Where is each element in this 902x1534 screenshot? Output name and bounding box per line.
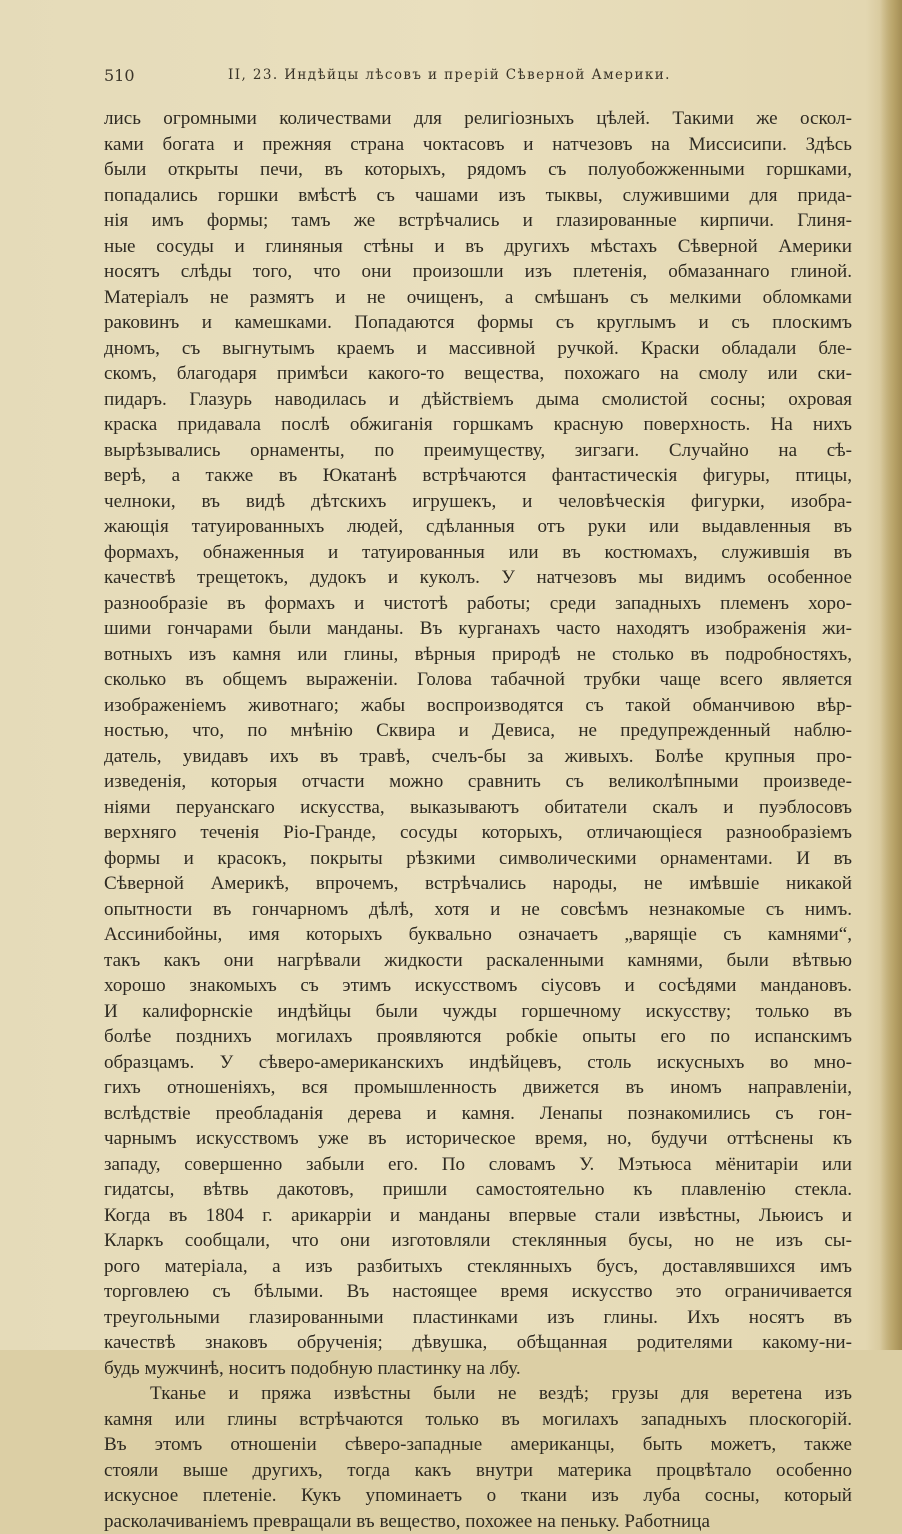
text-line: ные сосуды и глиняныя стѣны и въ другихъ мѣстахъ Сѣверной Америки <box>104 234 852 260</box>
text-line: челноки, въ видѣ дѣтскихъ игрушекъ, и человѣческія фигурки, изобра- <box>104 489 852 515</box>
text-line: болѣе позднихъ могилахъ проявляются робкіе опыты его по испанскимъ <box>104 1024 852 1050</box>
text-line: вслѣдствіе преобладанія дерева и камня. Ленапы познакомились съ гон- <box>104 1101 852 1127</box>
text-line: хорошо знакомыхъ съ этимъ искусствомъ сіусовъ и сосѣдями мандановъ. <box>104 973 852 999</box>
text-line: гидатсы, вѣтвь дакотовъ, пришли самостоятельно къ плавленію стекла. <box>104 1177 852 1203</box>
text-line: Матеріалъ не размятъ и не очищенъ, а смѣшанъ съ мелкими обломками <box>104 285 852 311</box>
text-line: жающія татуированныхъ людей, сдѣланныя отъ руки или выдавленныя въ <box>104 514 852 540</box>
text-line: формахъ, обнаженныя и татуированныя или въ костюмахъ, служившія въ <box>104 540 852 566</box>
text-line: опытности въ гончарномъ дѣлѣ, хотя и не совсѣмъ незнакомые съ нимъ. <box>104 897 852 923</box>
page-header <box>104 66 864 90</box>
text-line: изведенія, которыя отчасти можно сравнить съ великолѣпными произведе- <box>104 769 852 795</box>
text-line: вотныхъ изъ камня или глины, вѣрныя природѣ не столько въ подробностяхъ, <box>104 642 852 668</box>
text-line: формы и красокъ, покрыты рѣзкими символическими орнаментами. И въ <box>104 846 852 872</box>
text-line: носятъ слѣды того, что они произошли изъ плетенія, обмазаннаго глиной. <box>104 259 852 285</box>
text-line: верхняго теченія Ріо-Гранде, сосуды которыхъ, отличающіеся разнообразіемъ <box>104 820 852 846</box>
text-line: будь мужчинѣ, носитъ подобную пластинку на лбу. <box>104 1356 852 1382</box>
text-line: Въ этомъ отношеніи сѣверо-западные американцы, быть можетъ, также <box>104 1432 852 1458</box>
text-line: Кларкъ сообщали, что они изготовляли стеклянныя бусы, но не изъ сы- <box>104 1228 852 1254</box>
text-line: искусное плетеніе. Кукъ упоминаетъ о ткани изъ луба сосны, который <box>104 1483 852 1509</box>
text-line: Сѣверной Америкѣ, впрочемъ, встрѣчались народы, не имѣвшіе никакой <box>104 871 852 897</box>
text-line: И калифорнскіе индѣйцы были чужды горшечному искусству; только въ <box>104 999 852 1025</box>
text-line: вырѣзывались орнаменты, по преимуществу, зигзаги. Случайно на сѣ- <box>104 438 852 464</box>
text-line: ностью, что, по мнѣнію Сквира и Девиса, не предупрежденный наблю- <box>104 718 852 744</box>
page-number: 510 <box>104 66 135 85</box>
text-line: чарнымъ искусствомъ уже въ историческое время, но, будучи оттѣснены къ <box>104 1126 852 1152</box>
text-line: западу, совершенно забыли его. По словамъ У. Мэтьюса мёнитаріи или <box>104 1152 852 1178</box>
text-line: были открыты печи, въ которыхъ, рядомъ съ полуобожженными горшками, <box>104 157 852 183</box>
text-line: попадались горшки вмѣстѣ съ чашами изъ тыквы, служившими для прида- <box>104 183 852 209</box>
text-line: скомъ, благодаря примѣси какого-то вещества, похожаго на смолу или ски- <box>104 361 852 387</box>
text-line: торговлею съ бѣлыми. Въ настоящее время искусство это ограничивается <box>104 1279 852 1305</box>
text-line: ками богата и прежняя страна чоктасовъ и натчезовъ на Миссисипи. Здѣсь <box>104 132 852 158</box>
text-line: ніями перуанскаго искусства, выказываютъ обитатели скалъ и пуэблосовъ <box>104 795 852 821</box>
text-line: Ассинибойны, имя которыхъ буквально означаетъ „варящіе съ камнями“, <box>104 922 852 948</box>
text-line: верѣ, а также въ Юкатанѣ встрѣчаются фантастическія фигуры, птицы, <box>104 463 852 489</box>
text-line: камня или глины встрѣчаются только въ могилахъ западныхъ плоскогорій. <box>104 1407 852 1433</box>
page-edge-shadow <box>880 0 902 1350</box>
text-line: Тканье и пряжа извѣстны были не вездѣ; грузы для веретена изъ <box>104 1381 852 1407</box>
text-line: расколачиваніемъ превращали въ вещество, похожее на пеньку. Работница <box>104 1509 852 1534</box>
text-line: рого матеріала, а изъ разбитыхъ стеклянныхъ бусъ, доставлявшихся имъ <box>104 1254 852 1280</box>
text-line: Когда въ 1804 г. арикарріи и манданы впервые стали извѣстны, Льюисъ и <box>104 1203 852 1229</box>
running-title: II, 23. Индѣйцы лѣсовъ и прерій Сѣверной Америки. <box>228 67 671 83</box>
text-line: дномъ, съ выгнутымъ краемъ и массивной ручкой. Краски обладали бле- <box>104 336 852 362</box>
text-line: стояли выше другихъ, тогда какъ внутри материка процвѣтало особенно <box>104 1458 852 1484</box>
text-line: датель, увидавъ ихъ въ травѣ, счелъ-бы за живыхъ. Болѣе крупныя про- <box>104 744 852 770</box>
text-line: раковинъ и камешками. Попадаются формы съ круглымъ и съ плоскимъ <box>104 310 852 336</box>
text-line: сколько въ общемъ выраженіи. Голова табачной трубки чаще всего является <box>104 667 852 693</box>
text-line: разнообразіе въ формахъ и чистотѣ работы; среди западныхъ племенъ хоро- <box>104 591 852 617</box>
text-line: краска придавала послѣ обжиганія горшкамъ красную поверхность. На нихъ <box>104 412 852 438</box>
text-line: гихъ отношеніяхъ, вся промышленность движется въ иномъ направленіи, <box>104 1075 852 1101</box>
body-text <box>104 106 852 1534</box>
text-line: качествѣ знаковъ обрученія; дѣвушка, обѣщанная родителями какому-ни- <box>104 1330 852 1356</box>
text-line: изображеніемъ животнаго; жабы воспроизводятся съ такой обманчивою вѣр- <box>104 693 852 719</box>
text-line: шими гончарами были манданы. Въ курганахъ часто находятъ изображенія жи- <box>104 616 852 642</box>
text-line: лись огромными количествами для религіозныхъ цѣлей. Такими же оскол- <box>104 106 852 132</box>
text-line: пидаръ. Глазурь наводилась и дѣйствіемъ дыма смолистой сосны; охровая <box>104 387 852 413</box>
text-line: такъ какъ они нагрѣвали жидкости раскаленными камнями, были вѣтвью <box>104 948 852 974</box>
text-line: образцамъ. У сѣверо-американскихъ индѣйцевъ, столь искусныхъ во мно- <box>104 1050 852 1076</box>
text-line: качествѣ трещетокъ, дудокъ и куколъ. У натчезовъ мы видимъ особенное <box>104 565 852 591</box>
text-line: нія имъ формы; тамъ же встрѣчались и глазированные кирпичи. Глиня- <box>104 208 852 234</box>
text-line: треугольными глазированными пластинками изъ глины. Ихъ носятъ въ <box>104 1305 852 1331</box>
